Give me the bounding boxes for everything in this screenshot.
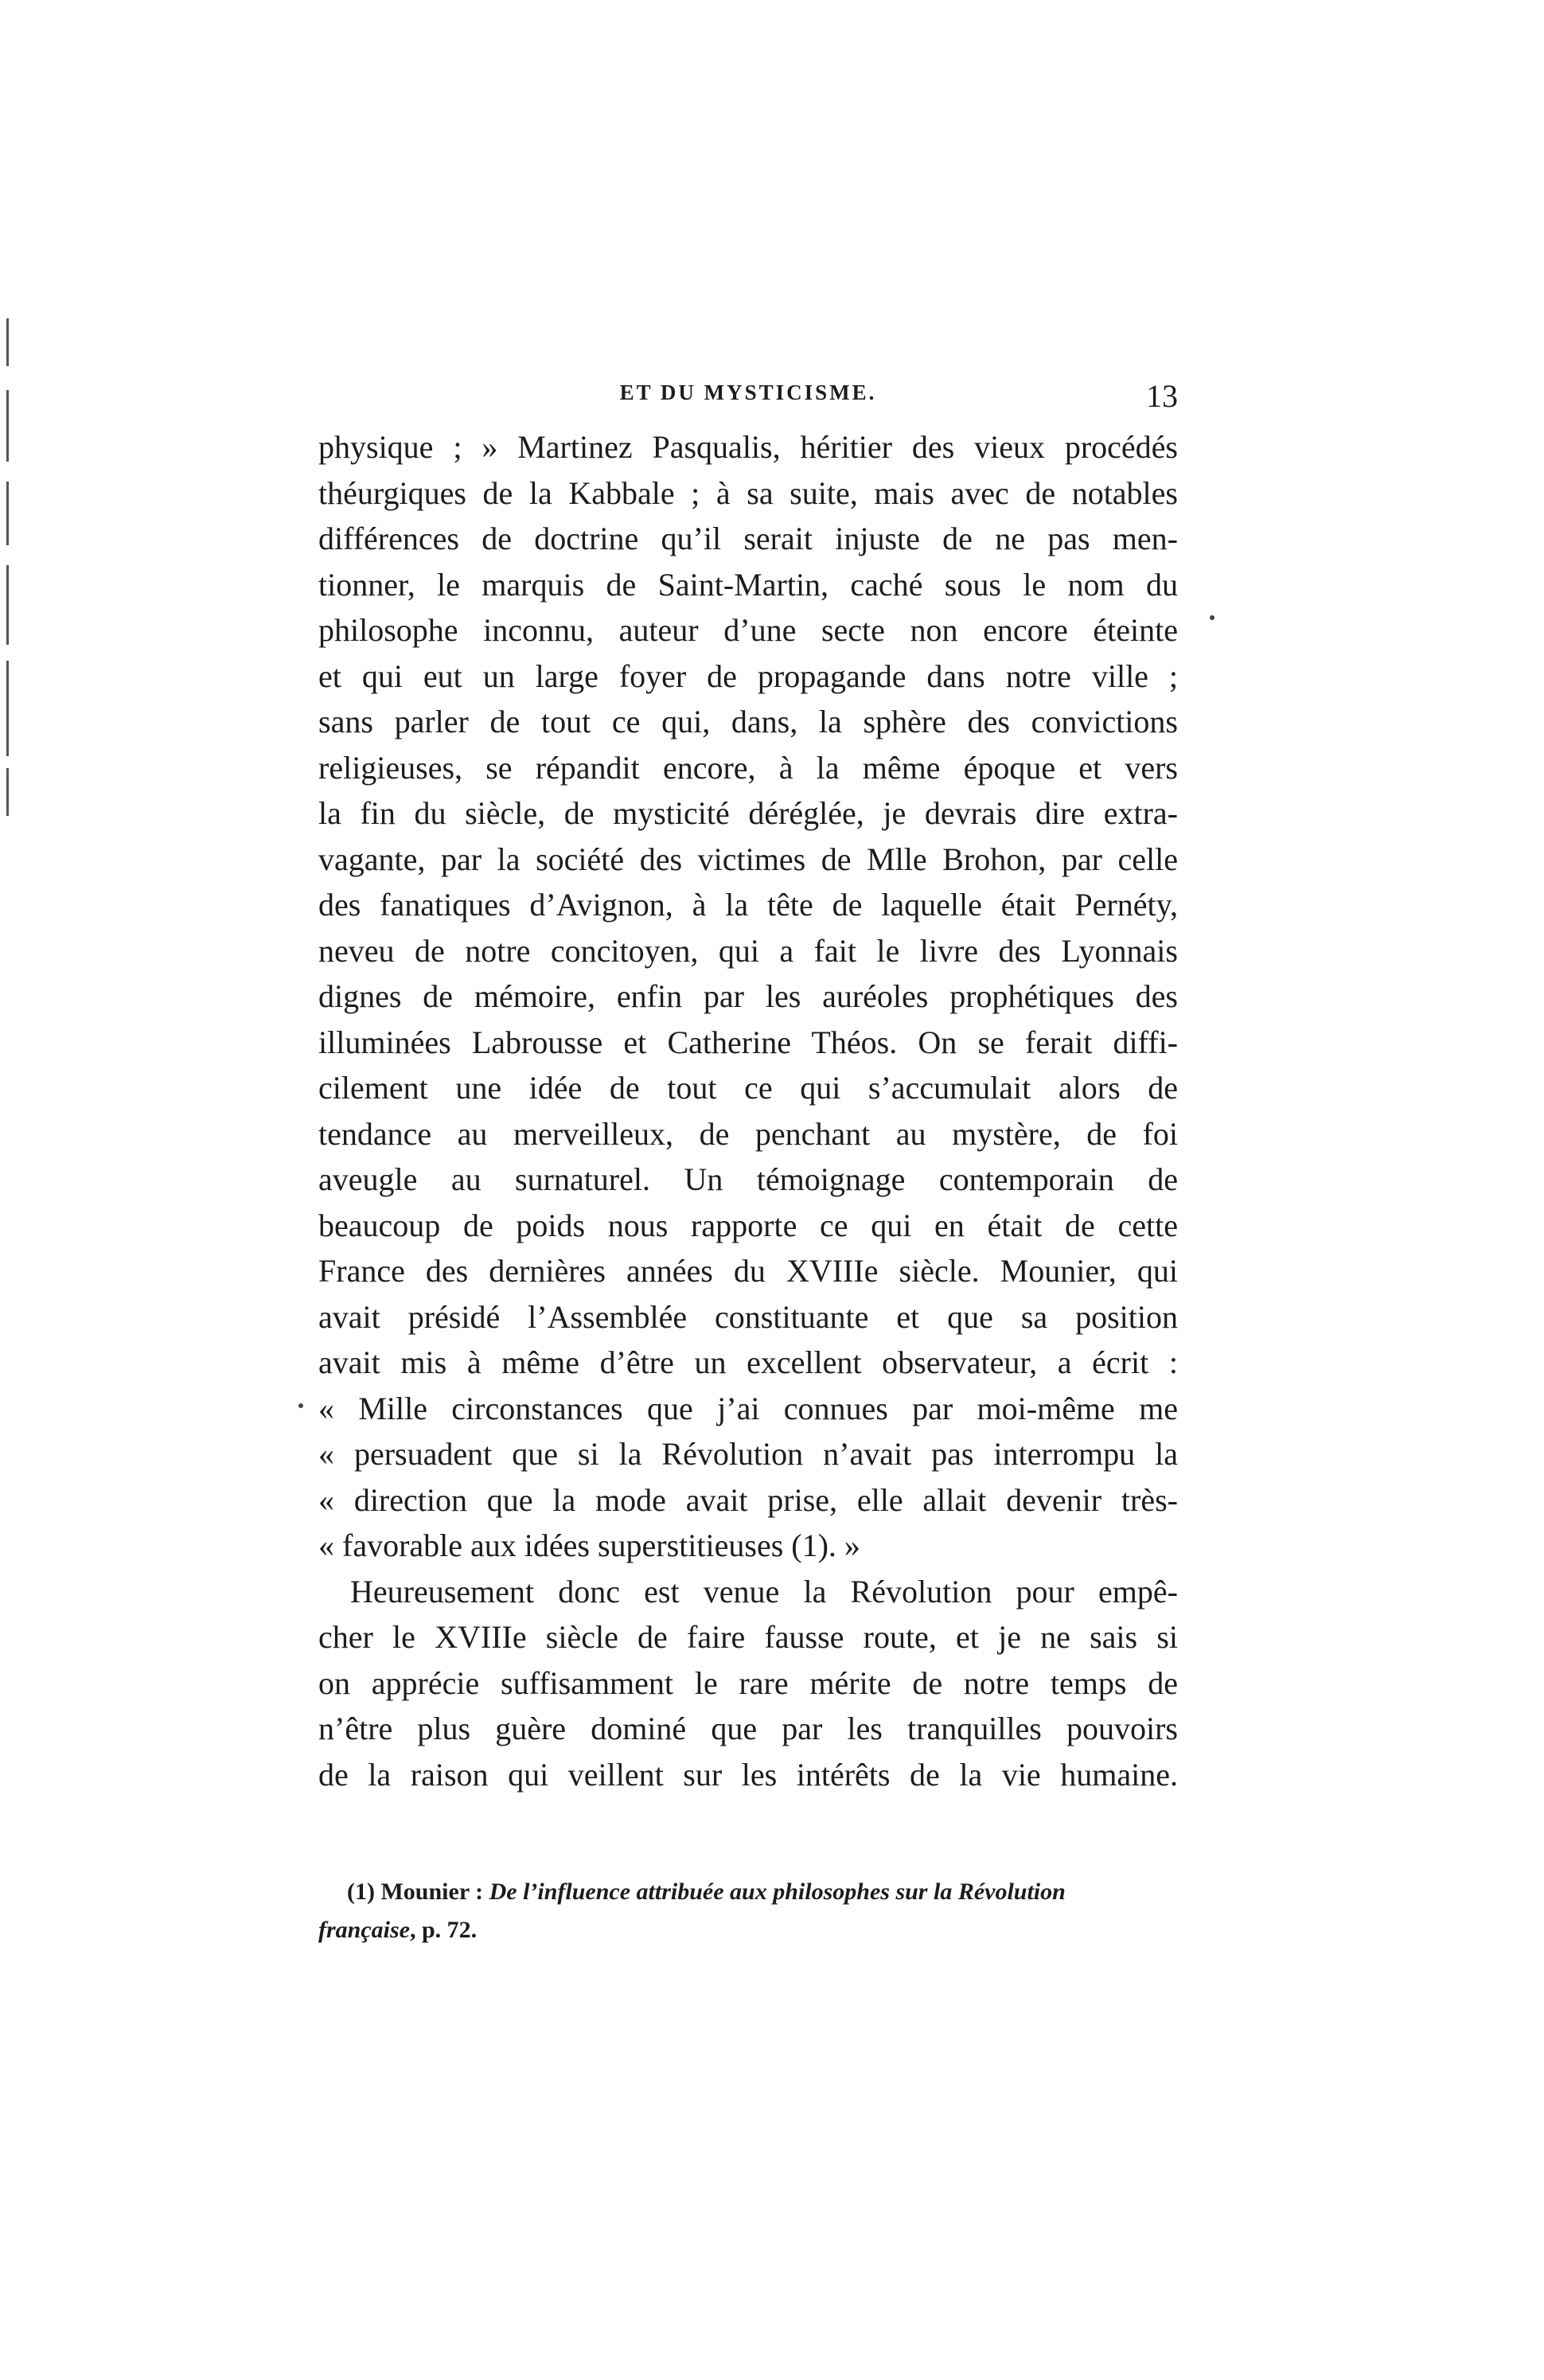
text-line: Heureusement donc est venue la Révolution pour empê-	[350, 1573, 1178, 1609]
scan-margin-mark	[6, 390, 9, 462]
text-line: de la raison qui veillent sur les intérêts de la vie humaine.	[318, 1756, 1178, 1793]
scan-margin-mark	[6, 661, 9, 756]
footnote	[318, 1873, 1178, 1949]
text-line: tendance au merveilleux, de penchant au mystère, de foi	[318, 1115, 1178, 1152]
footnote-author: Mounier :	[380, 1879, 484, 1905]
text-line: beaucoup de poids nous rapporte ce qui en était de cette	[318, 1207, 1178, 1243]
text-line: n’être plus guère dominé que par les tranquilles pouvoirs	[318, 1711, 1178, 1746]
footnote-page-ref: , p. 72.	[410, 1917, 478, 1943]
scan-speck	[298, 1403, 303, 1408]
running-title: ET DU MYSTICISME.	[619, 380, 877, 404]
text-line: religieuses, se répandit encore, à la même époque et vers	[318, 749, 1178, 786]
body-text	[318, 424, 1178, 1797]
text-line: dignes de mémoire, enfin par les auréoles prophétiques des	[318, 978, 1178, 1014]
footnote-title: De l’influence attribuée aux philosophes sur la Révolution	[489, 1879, 1066, 1905]
scan-margin-mark	[6, 768, 9, 816]
text-line: aveugle au surnaturel. Un témoignage contemporain de	[318, 1161, 1178, 1197]
quote-line: « direction que la mode avait prise, elle allait devenir très-	[318, 1481, 1178, 1518]
quote-line: « persuadent que si la Révolution n’avait pas interrompu la	[318, 1436, 1178, 1472]
scan-margin-mark	[6, 565, 9, 645]
text-line: on apprécie suffisamment le rare mérite de notre temps de	[318, 1664, 1178, 1701]
page-number: 13	[1146, 378, 1178, 414]
text-line: neveu de notre concitoyen, qui a fait le livre des Lyonnais	[318, 932, 1178, 969]
footnote-line	[318, 1911, 1178, 1949]
page-header	[318, 380, 1178, 420]
footnote-title-cont: française	[318, 1917, 410, 1943]
text-line: théurgiques de la Kabbale ; à sa suite, mais avec de notables	[318, 474, 1178, 511]
footnote-line	[318, 1873, 1178, 1911]
scan-speck	[1210, 615, 1215, 620]
text-line: avait présidé l’Assemblée constituante et que sa position	[318, 1298, 1178, 1335]
quote-line: « favorable aux idées superstitieuses (1). »	[318, 1527, 860, 1563]
scan-margin-mark	[6, 318, 9, 366]
text-line: cher le XVIIIe siècle de faire fausse route, et je ne sais si	[318, 1619, 1178, 1655]
text-line: la fin du siècle, de mysticité déréglée, je devrais dire extra-	[318, 795, 1178, 831]
text-line: différences de doctrine qu’il serait injuste de ne pas men-	[318, 521, 1178, 556]
footnote-marker: (1)	[347, 1879, 375, 1905]
text-line: vagante, par la société des victimes de Mlle Brohon, par celle	[318, 841, 1178, 877]
text-line: cilement une idée de tout ce qui s’accumulait alors de	[318, 1070, 1178, 1106]
text-line: physique ; » Martinez Pasqualis, héritier des vieux procédés	[318, 429, 1178, 465]
text-line: tionner, le marquis de Saint-Martin, caché sous le nom du	[318, 566, 1178, 603]
quote-line: « Mille circonstances que j’ai connues par moi-même me	[318, 1390, 1178, 1426]
text-line: sans parler de tout ce qui, dans, la sphère des convictions	[318, 704, 1178, 739]
text-line: France des dernières années du XVIIIe siècle. Mounier, qui	[318, 1253, 1178, 1289]
text-line: et qui eut un large foyer de propagande dans notre ville ;	[318, 657, 1178, 694]
text-line: avait mis à même d’être un excellent observateur, a écrit :	[318, 1344, 1178, 1380]
text-line: des fanatiques d’Avignon, à la tête de laquelle était Pernéty,	[318, 887, 1178, 923]
text-line: illuminées Labrousse et Catherine Théos. On se ferait diffi-	[318, 1024, 1178, 1060]
scan-margin-mark	[6, 482, 9, 545]
text-line: philosophe inconnu, auteur d’une secte non encore éteinte	[318, 612, 1178, 648]
